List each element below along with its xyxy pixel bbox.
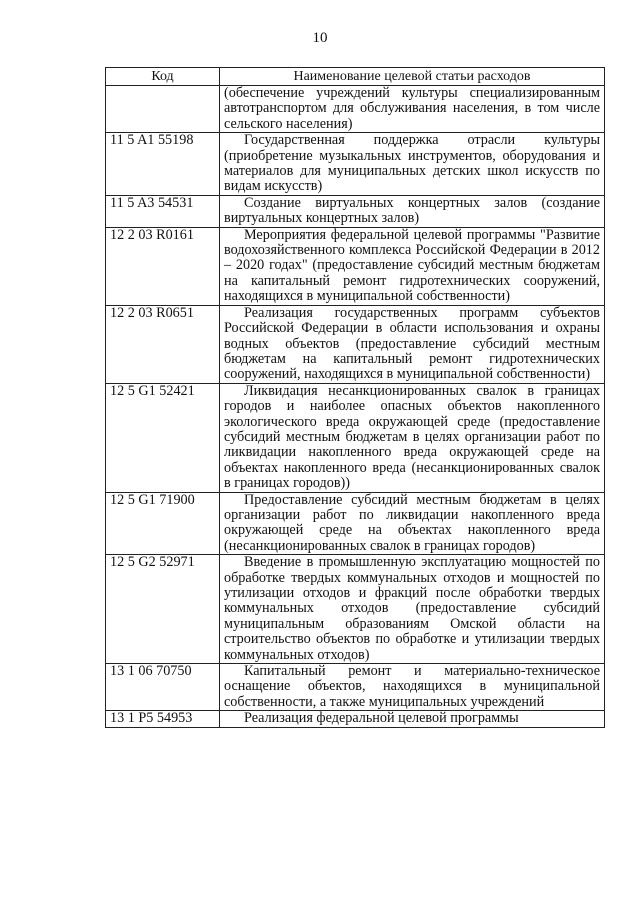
row-name bbox=[220, 383, 605, 492]
row-code: 12 5 G1 71900 bbox=[106, 492, 220, 555]
table-row bbox=[106, 86, 605, 133]
column-header-code: Код bbox=[106, 68, 220, 86]
row-name-text: Реализация федеральной целевой программы bbox=[244, 710, 519, 727]
row-name-text: Создание виртуальных концертных залов (создание виртуальных концертных залов) bbox=[224, 194, 600, 227]
row-code: 12 5 G2 52971 bbox=[106, 555, 220, 664]
table-row bbox=[106, 195, 605, 227]
table-row bbox=[106, 133, 605, 196]
row-code: 11 5 A1 55198 bbox=[106, 133, 220, 196]
row-code: 13 1 06 70750 bbox=[106, 664, 220, 711]
table-row bbox=[106, 555, 605, 664]
row-code: 11 5 A3 54531 bbox=[106, 195, 220, 227]
row-code bbox=[106, 86, 220, 133]
row-code: 12 2 03 R0161 bbox=[106, 227, 220, 305]
row-name bbox=[220, 555, 605, 664]
table-row bbox=[106, 227, 605, 305]
row-name-text: Реализация государственных программ субъектов Российской Федерации в области использования и охраны водных объектов (предоставление субсидий местным бюджетам на капитальный ремонт гидротехнических сооружений, находящихся в муниципальной собственности) bbox=[224, 304, 600, 383]
row-code: 12 5 G1 52421 bbox=[106, 383, 220, 492]
row-name bbox=[220, 305, 605, 383]
row-name bbox=[220, 227, 605, 305]
row-name-text: Капитальный ремонт и материально-техническое оснащение объектов, находящихся в муниципальной собственности, а также муниципальных учреждений bbox=[224, 663, 600, 710]
table-row bbox=[106, 711, 605, 727]
row-name bbox=[220, 195, 605, 227]
row-name-text: Мероприятия федеральной целевой программы "Развитие водохозяйственного комплекса Российской Федерации в 2012 – 2020 годах" (предоставление субсидий местным бюджетам на капитальный ремонт гидротехнических сооружений, находящихся в муниципальной собственности) bbox=[224, 226, 600, 305]
table-row bbox=[106, 305, 605, 383]
row-name bbox=[220, 133, 605, 196]
table-row bbox=[106, 492, 605, 555]
table-row bbox=[106, 383, 605, 492]
row-code: 13 1 P5 54953 bbox=[106, 711, 220, 727]
row-code: 12 2 03 R0651 bbox=[106, 305, 220, 383]
column-header-name: Наименование целевой статьи расходов bbox=[220, 68, 605, 86]
target-expense-table bbox=[105, 67, 605, 728]
row-name-text: Введение в промышленную эксплуатацию мощностей по обработке твердых коммунальных отходов и мощностей по утилизации отходов и фракций после обработки твердых коммунальных отходов (предоставление субсидий муниципальным образованиям Омской области на строительство объектов по обработке и утилизации твердых коммунальных отходов) bbox=[224, 554, 600, 663]
row-name-text: Ликвидация несанкционированных свалок в границах городов и наиболее опасных объектов накопленного экологического вреда окружающей среде (предоставление субсидий местным бюджетам в целях организации работ по ликвидации накопленного вреда окружающей среде на объектах накопленного вреда (несанкционированных свалок в границах городов)) bbox=[224, 382, 600, 492]
row-name bbox=[220, 664, 605, 711]
row-name-text: (обеспечение учреждений культуры специализированным автотранспортом для обслуживания населения, в том числе сельского населения) bbox=[224, 85, 600, 132]
row-name bbox=[220, 86, 605, 133]
row-name bbox=[220, 492, 605, 555]
row-name-text: Государственная поддержка отрасли культуры (приобретение музыкальных инструментов, оборудования и материалов для муниципальных детских школ искусств по видам искусств) bbox=[224, 132, 600, 195]
page-number: 10 bbox=[312, 30, 328, 46]
table-row bbox=[106, 664, 605, 711]
row-name-text: Предоставление субсидий местным бюджетам в целях организации работ по ликвидации накопленного вреда окружающей среде на объектах накопленного вреда (несанкционированных свалок в границах городов) bbox=[224, 491, 600, 554]
table-header-row bbox=[106, 68, 605, 86]
row-name bbox=[220, 711, 605, 727]
